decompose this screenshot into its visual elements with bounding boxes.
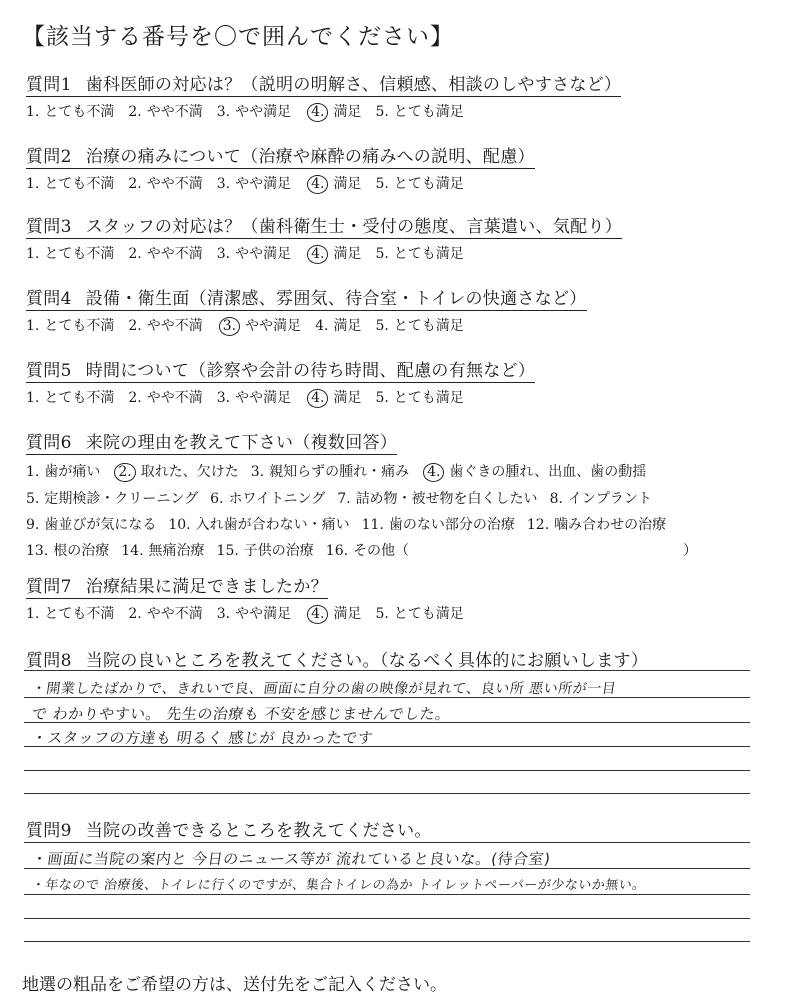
question-8-answer-area[interactable]	[24, 670, 750, 800]
option-number: 1.	[26, 176, 40, 192]
option-label: とても不満	[44, 176, 115, 192]
question-4-heading: 質問4 設備・衛生面（清潔感、雰囲気、待合室・トイレの快適さなど）	[26, 284, 587, 311]
option-label: とても満足	[393, 318, 464, 334]
answer-line	[24, 770, 750, 771]
circled-option-number: 2.	[114, 463, 135, 482]
option-13[interactable]	[26, 540, 109, 560]
option-3[interactable]	[217, 101, 291, 122]
option-number: 3.	[216, 176, 231, 192]
question-4-options	[26, 315, 587, 336]
option-number: 5.	[375, 104, 389, 120]
option-number: 1.	[26, 104, 40, 120]
question-1-options	[26, 101, 621, 122]
question-8-heading: 質問8 当院の良いところを教えてください。（なるべく具体的にお願いします）	[26, 651, 649, 671]
question-5-options	[26, 387, 535, 408]
option-label: 歯が痛い	[44, 464, 101, 480]
option-label: 定期検診・クリーニング	[44, 491, 199, 507]
option-label: とても不満	[44, 318, 115, 334]
answer-line	[24, 894, 750, 895]
option-2[interactable]	[128, 173, 202, 194]
option-1[interactable]	[26, 243, 114, 264]
option-number: 2.	[128, 606, 142, 622]
option-label: やや満足	[235, 390, 292, 406]
option-label: とても満足	[393, 390, 464, 406]
option-3[interactable]	[251, 461, 409, 482]
option-label: やや不満	[146, 246, 203, 262]
option-number: 5.	[375, 176, 389, 192]
question-2-options	[26, 173, 535, 194]
option-number: 2.	[128, 318, 142, 334]
option-number: 3.	[216, 246, 231, 262]
option-1[interactable]	[26, 603, 114, 624]
option-number: 1.	[26, 606, 40, 622]
question-4	[26, 284, 587, 336]
question-6-heading: 質問6 来院の理由を教えて下さい（複数回答）	[26, 428, 397, 455]
option-label: 満足	[333, 246, 362, 262]
option-label: やや不満	[146, 318, 203, 334]
page-title: 【該当する番号を〇で囲んでください】	[22, 24, 454, 50]
option-4[interactable]	[305, 387, 361, 408]
option-label: 詰め物・被せ物を白くしたい	[355, 491, 538, 507]
option-label: やや満足	[235, 176, 292, 192]
option-number: 5.	[375, 318, 389, 334]
option-label: 親知らずの腫れ・痛み	[269, 464, 410, 480]
option-number: 8.	[549, 491, 563, 507]
question-9-heading: 質問9 当院の改善できるところを教えてください。	[26, 821, 432, 841]
circled-option-number: 4.	[307, 175, 328, 194]
option-number: 3.	[216, 606, 231, 622]
option-label: その他（	[353, 543, 410, 559]
option-11[interactable]	[362, 514, 515, 534]
option-label: やや満足	[235, 246, 292, 262]
other-blank[interactable]	[421, 540, 683, 560]
option-1[interactable]	[26, 315, 114, 336]
option-label: やや不満	[146, 390, 203, 406]
option-label: とても不満	[44, 104, 115, 120]
option-number: 12.	[526, 517, 550, 533]
option-1[interactable]	[26, 387, 114, 408]
option-label: 取れた、欠けた	[140, 464, 239, 480]
option-label: ホワイトニング	[228, 491, 326, 507]
option-label: 歯ぐきの腫れ、出血、歯の動揺	[449, 464, 647, 480]
answer-line	[24, 918, 750, 919]
option-row	[26, 488, 697, 508]
option-label: とても不満	[44, 606, 115, 622]
question-6-options	[26, 461, 697, 560]
question-1-heading: 質問1 歯科医師の対応は？（説明の明解さ、信頼感、相談のしやすさなど）	[26, 70, 621, 97]
option-5[interactable]	[375, 243, 463, 264]
option-2[interactable]	[128, 101, 202, 122]
option-5[interactable]	[375, 315, 463, 336]
option-5[interactable]	[375, 173, 463, 194]
option-15[interactable]	[217, 540, 314, 560]
option-label: 入れ歯が合わない・痛い	[195, 517, 350, 533]
option-number: 7.	[337, 491, 351, 507]
option-2[interactable]	[128, 243, 202, 264]
option-label: 歯のない部分の治療	[388, 517, 515, 533]
handwritten-answer: で わかりやすい。 先生の治療も 不安を感じませんでした。	[30, 705, 453, 723]
question-3	[26, 212, 622, 264]
circled-option-number: 4.	[307, 389, 328, 408]
option-2[interactable]	[128, 603, 202, 624]
option-number: 5.	[375, 390, 389, 406]
option-label: 噛み合わせの治療	[554, 517, 667, 533]
option-label: インプラント	[567, 491, 652, 507]
question-7-options	[26, 603, 478, 624]
option-row	[26, 540, 697, 560]
question-1	[26, 70, 621, 122]
option-14[interactable]	[121, 540, 204, 560]
option-3[interactable]	[217, 603, 291, 624]
handwritten-answer: ・年なので 治療後、トイレに行くのですが、集合トイレの為か トイレットペーパーが少ないか無い。	[30, 878, 647, 893]
option-label: やや不満	[146, 606, 203, 622]
option-8[interactable]	[550, 488, 652, 508]
option-4[interactable]	[315, 315, 361, 336]
question-5	[26, 356, 535, 408]
option-label: やや不満	[146, 104, 203, 120]
question-2	[26, 142, 535, 194]
option-number: 4.	[315, 318, 329, 334]
option-1[interactable]	[26, 101, 114, 122]
question-3-heading: 質問3 スタッフの対応は？（歯科衛生士・受付の態度、言葉遣い、気配り）	[26, 212, 622, 239]
option-row	[26, 514, 697, 534]
option-12[interactable]	[527, 514, 666, 534]
option-5[interactable]	[375, 387, 463, 408]
handwritten-answer: ・開業したばかりで、きれいで良、画面に自分の歯の映像が見れて、良い所 悪い所が一目	[30, 681, 618, 697]
handwritten-answer: ・画面に当院の案内と 今日のニュース等が 流れていると良いな。(待合室)	[30, 850, 552, 868]
handwritten-answer: ・スタッフの方達も 明るく 感じが 良かったです	[30, 729, 375, 747]
option-number: 3.	[216, 104, 231, 120]
question-8	[26, 646, 648, 672]
option-10[interactable]	[168, 514, 349, 534]
option-number: 15.	[216, 543, 239, 559]
question-7-heading: 質問7 治療結果に満足できましたか？	[26, 572, 328, 599]
option-number: 14.	[121, 543, 144, 559]
option-4[interactable]	[305, 603, 361, 624]
option-4[interactable]	[421, 461, 646, 482]
option-2[interactable]	[128, 387, 202, 408]
option-label: 満足	[333, 176, 362, 192]
option-label: 満足	[333, 390, 362, 406]
option-number: 5.	[375, 246, 389, 262]
option-2[interactable]	[112, 461, 238, 482]
option-number: 2.	[128, 390, 142, 406]
question-6	[26, 428, 697, 560]
option-number: 10.	[168, 517, 191, 533]
option-label: やや満足	[245, 318, 302, 334]
answer-line	[24, 793, 750, 794]
option-3[interactable]	[217, 173, 291, 194]
option-label: 根の治療	[53, 543, 110, 559]
circled-option-number: 4.	[307, 103, 328, 122]
option-4[interactable]	[305, 101, 361, 122]
option-number: 3.	[216, 390, 231, 406]
option-number: 13.	[26, 543, 49, 559]
option-label: 子供の治療	[243, 543, 314, 559]
option-number: 2.	[128, 104, 142, 120]
option-7[interactable]	[337, 488, 537, 508]
close-paren: ）	[683, 543, 698, 559]
option-9[interactable]	[26, 514, 156, 534]
circled-option-number: 4.	[423, 463, 444, 482]
option-3[interactable]	[217, 243, 291, 264]
option-number: 5.	[26, 491, 40, 507]
option-1[interactable]	[26, 173, 114, 194]
circled-option-number: 4.	[307, 605, 328, 624]
option-2[interactable]	[128, 315, 202, 336]
option-3[interactable]	[217, 387, 291, 408]
option-5[interactable]	[375, 603, 463, 624]
question-2-heading: 質問2 治療の痛みについて（治療や麻酔の痛みへの説明、配慮）	[26, 142, 535, 169]
question-9-answer-area[interactable]	[24, 842, 750, 967]
option-6[interactable]	[210, 488, 325, 508]
option-number: 1.	[26, 246, 40, 262]
question-7	[26, 572, 478, 624]
option-number: 9.	[26, 517, 40, 533]
option-number: 1.	[26, 390, 40, 406]
option-row	[26, 461, 697, 482]
option-number: 16.	[325, 543, 349, 559]
option-number: 3.	[250, 464, 265, 480]
circled-option-number: 3.	[219, 317, 240, 336]
option-label: 満足	[333, 104, 362, 120]
question-9	[26, 816, 432, 842]
option-label: とても不満	[44, 390, 115, 406]
footer-note: 地選の粗品をご希望の方は、送付先をご記入ください。	[22, 975, 447, 995]
option-label: とても満足	[393, 104, 464, 120]
option-number: 2.	[128, 246, 142, 262]
option-label: 歯並びが気になる	[44, 517, 157, 533]
option-number: 1.	[26, 318, 40, 334]
option-16[interactable]	[326, 540, 409, 560]
option-label: やや不満	[146, 176, 203, 192]
option-4[interactable]	[305, 173, 361, 194]
option-label: とても満足	[393, 176, 464, 192]
option-number: 6.	[210, 491, 224, 507]
answer-line	[24, 670, 750, 671]
option-label: 満足	[333, 318, 362, 334]
option-number: 1.	[26, 464, 40, 480]
answer-line	[24, 842, 750, 843]
circled-option-number: 4.	[307, 245, 328, 264]
option-label: とても満足	[393, 606, 464, 622]
option-number: 11.	[361, 517, 384, 533]
answer-line	[24, 941, 750, 942]
question-5-heading: 質問5 時間について（診察や会計の待ち時間、配慮の有無など）	[26, 356, 535, 383]
option-label: 満足	[333, 606, 362, 622]
option-label: やや満足	[235, 104, 292, 120]
option-number: 5.	[375, 606, 389, 622]
option-label: とても満足	[393, 246, 464, 262]
option-label: とても不満	[44, 246, 115, 262]
option-label: 無痛治療	[148, 543, 205, 559]
option-4[interactable]	[305, 243, 361, 264]
option-5[interactable]	[26, 488, 198, 508]
option-label: やや満足	[235, 606, 292, 622]
question-3-options	[26, 243, 622, 264]
option-5[interactable]	[375, 101, 463, 122]
option-number: 2.	[128, 176, 142, 192]
option-3[interactable]	[217, 315, 301, 336]
option-1[interactable]	[26, 461, 100, 482]
